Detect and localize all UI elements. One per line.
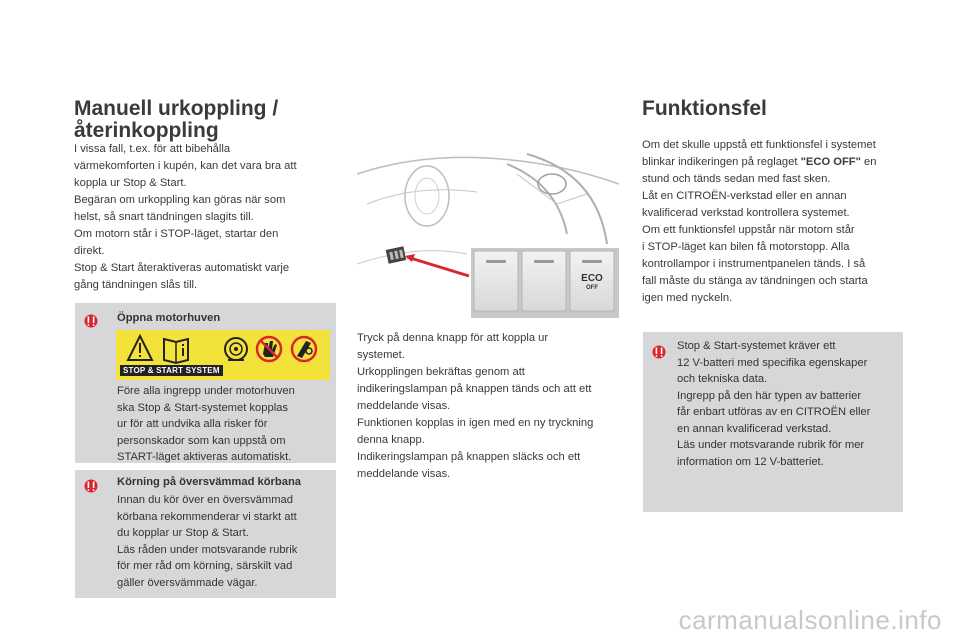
text-line: direkt. <box>74 245 105 257</box>
text-line: Om motorn står i STOP-läget, startar den <box>74 228 279 240</box>
text-line: denna knapp. <box>357 434 425 446</box>
text-line: Om det skulle uppstå ett funktionsfel i systemet <box>642 139 876 151</box>
warning-text <box>117 383 332 466</box>
text-line: Urkopplingen bekräftas genom att <box>357 366 525 378</box>
warning-icon <box>84 314 98 328</box>
stop-start-system-label: STOP & START SYSTEM <box>120 365 223 376</box>
text-line: Stop & Start återaktiveras automatiskt varje <box>74 262 290 274</box>
warning-title: Öppna motorhuven <box>117 312 221 324</box>
text-span: blinkar indikeringen på reglaget <box>642 156 801 168</box>
text-line: gång tändningen slås till. <box>74 279 198 291</box>
text-line: Ingrepp på den här typen av batterier <box>677 389 862 402</box>
text-line: gäller översvämmade vägar. <box>117 576 258 589</box>
warning-icon <box>84 479 98 493</box>
text-line: Stop & Start-systemet kräver ett <box>677 340 836 352</box>
text-line: igen med nyckeln. <box>642 292 733 304</box>
text-line: personskador som kan uppstå om <box>117 434 286 447</box>
eco-off-button <box>570 274 614 292</box>
text-line: meddelande visas. <box>357 400 451 412</box>
malfunction-paragraph <box>642 137 912 307</box>
warning-pictogram-strip <box>116 330 330 380</box>
text-line: Begäran om urkoppling kan göras när som <box>74 194 286 206</box>
warning-text <box>677 338 899 470</box>
text-line: i STOP-läget kan bilen få motorstopp. Alla <box>642 241 850 253</box>
text-line: Läs under motsvarande rubrik för mer <box>677 439 865 451</box>
warning-box-flooded-road <box>75 470 336 598</box>
text-line: indikeringslampan på knappen tänds och att ett <box>357 383 592 395</box>
manual-paragraph <box>74 141 334 294</box>
eco-off-paragraph <box>357 330 625 483</box>
text-span: en <box>860 156 877 168</box>
section-title-malfunction: Funktionsfel <box>642 97 767 120</box>
text-line: Innan du kör över en översvämmad <box>117 494 293 506</box>
text-line: koppla ur Stop & Start. <box>74 177 187 189</box>
heading-line-2: återinkoppling <box>74 119 219 142</box>
watermark: carmanualsonline.info <box>678 605 942 635</box>
section-title-manual <box>74 98 278 142</box>
warning-box-hood <box>75 303 336 463</box>
text-line: kontrollampor i instrumentpanelen tänds. I så <box>642 258 866 270</box>
text-line: värmekomforten i kupén, kan det vara bra att <box>74 160 297 172</box>
text-line: systemet. <box>357 349 405 361</box>
text-line: ska Stop & Start-systemet kopplas <box>117 401 288 414</box>
warning-box-battery <box>643 332 903 512</box>
text-line: Indikeringslampan på knappen släcks och ett <box>357 451 581 463</box>
warning-text <box>117 492 332 591</box>
text-line: fall måste du stänga av tändningen och starta <box>642 275 868 287</box>
eco-label: ECO <box>581 273 603 284</box>
text-line: 12 V-batteri med specifika egenskaper <box>677 356 868 369</box>
text-line: Tryck på denna knapp för att koppla ur <box>357 332 549 344</box>
text-line <box>642 154 912 171</box>
dashboard-illustration <box>357 144 619 318</box>
warning-title: Körning på översvämmad körbana <box>117 476 302 488</box>
text-line: får enbart utföras av en CITROËN eller <box>677 406 871 418</box>
off-label: OFF <box>586 285 598 291</box>
text-line: START-läget aktiveras automatiskt. <box>117 451 292 463</box>
text-line: Läs råden under motsvarande rubrik <box>117 543 298 556</box>
text-line: meddelande visas. <box>357 468 451 480</box>
warning-icon <box>652 345 666 359</box>
text-line: en annan kvalificerad verkstad. <box>677 422 832 435</box>
text-line: Före alla ingrepp under motorhuven <box>117 385 295 397</box>
text-line: helst, så snart tändningen slagits till. <box>74 211 254 223</box>
text-line: I vissa fall, t.ex. för att bibehålla <box>74 143 231 155</box>
text-line: ur för att undvika alla risker för <box>117 418 268 430</box>
text-line: Låt en CITROËN-verkstad eller en annan <box>642 190 847 202</box>
text-line: du kopplar ur Stop & Start. <box>117 527 249 539</box>
text-line: och tekniska data. <box>677 373 768 385</box>
heading-line-1: Manuell urkoppling / <box>74 97 279 120</box>
text-line: stund och tänds sedan med fast sken. <box>642 173 831 185</box>
text-line: kvalificerad verkstad kontrollera systemet. <box>642 207 850 219</box>
text-line: Funktionen kopplas in igen med en ny tryckning <box>357 417 594 429</box>
text-line: information om 12 V-batteriet. <box>677 455 824 468</box>
eco-off-emphasis: "ECO OFF" <box>800 156 861 168</box>
text-line: för mer råd om körning, särskilt vad <box>117 560 293 572</box>
text-line: Om ett funktionsfel uppstår när motorn står <box>642 224 855 236</box>
text-line: körbana rekommenderar vi starkt att <box>117 510 297 523</box>
